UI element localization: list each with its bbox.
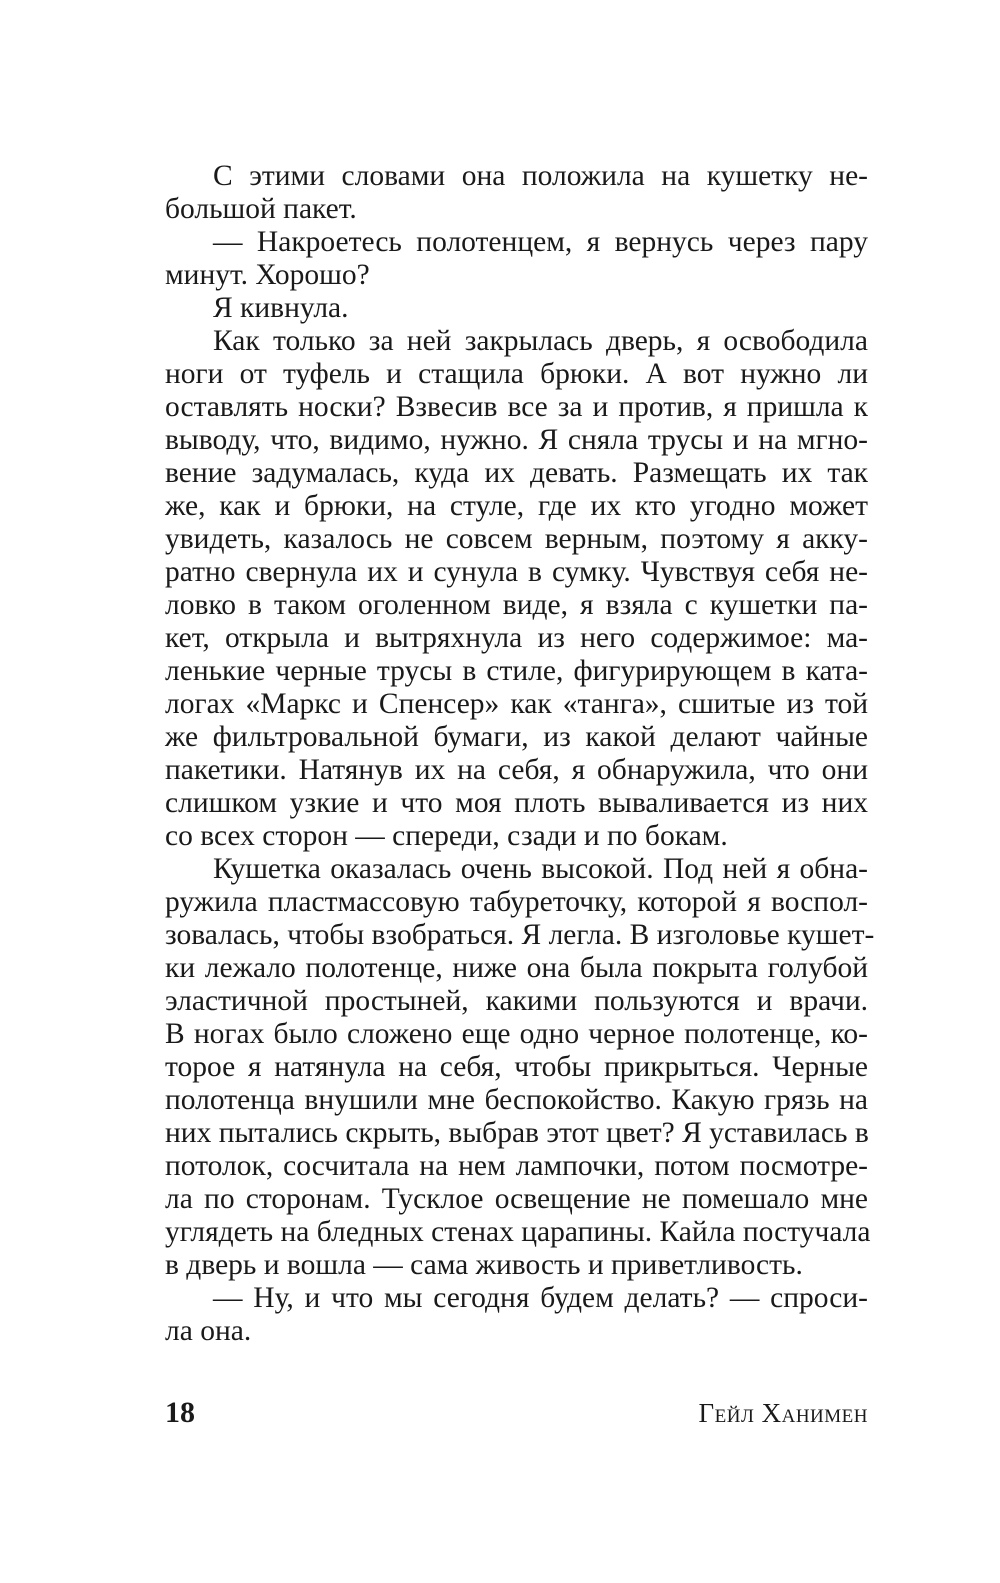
text-line: Кушетка оказалась очень высокой. Под ней я обна- [213, 853, 868, 885]
text-line: выводу, что, видимо, нужно. Я сняла трусы и на мгно- [165, 424, 868, 456]
text-line: В ногах было сложено еще одно черное полотенце, ко- [165, 1018, 868, 1050]
text-line: потолок, сосчитала на нем лампочки, потом посмотре- [165, 1150, 868, 1182]
page-footer [165, 1395, 868, 1431]
text-line: полотенца внушили мне беспокойство. Какую грязь на [165, 1084, 868, 1116]
page-number: 18 [165, 1396, 195, 1429]
text-line: ловко в таком оголенном виде, я взяла с кушетки па- [165, 589, 868, 621]
text-line: ки лежало полотенце, ниже она была покрыта голубой [165, 952, 868, 984]
text-line: минут. Хорошо? [165, 259, 370, 291]
text-line: же фильтровальной бумаги, из какой делают чайные [165, 721, 868, 753]
text-line: вение задумалась, куда их девать. Размещать их так [165, 457, 868, 489]
text-line: ружила пластмассовую табуреточку, которой я воспол- [165, 886, 868, 918]
running-header-author: Гейл Ханимен [698, 1398, 868, 1428]
text-line: большой пакет. [165, 193, 357, 225]
text-line: ла она. [165, 1315, 252, 1347]
text-line: пакетики. Натянув их на себя, я обнаружила, что они [165, 754, 868, 786]
text-line: эластичной простыней, какими пользуются и врачи. [165, 985, 868, 1017]
text-line: оставлять носки? Взвесив все за и против, я пришла к [165, 391, 868, 423]
text-line: в дверь и вошла — сама живость и приветливость. [165, 1249, 803, 1281]
text-line: кет, открыла и вытряхнула из него содержимое: ма- [165, 622, 868, 654]
text-line: — Ну, и что мы сегодня будем делать? — спроси- [213, 1282, 868, 1314]
text-line: Я кивнула. [213, 292, 349, 324]
text-line: же, как и брюки, на стуле, где их кто угодно может [165, 490, 868, 522]
text-line: углядеть на бледных стенах царапины. Кайла постучала [165, 1216, 871, 1248]
text-line: С этими словами она положила на кушетку не- [213, 160, 868, 192]
text-line: торое я натянула на себя, чтобы прикрыться. Черные [165, 1051, 868, 1083]
text-line: ленькие черные трусы в стиле, фигурирующем в ката- [165, 655, 868, 687]
text-line: слишком узкие и что моя плоть вываливается из них [165, 787, 868, 819]
text-line: логах «Маркс и Спенсер» как «танга», сшитые из той [165, 688, 868, 720]
text-line: — Накроетесь полотенцем, я вернусь через пару [213, 226, 868, 258]
text-line: со всех сторон — спереди, сзади и по бокам. [165, 820, 728, 852]
text-line: ла по сторонам. Тусклое освещение не помешало мне [165, 1183, 868, 1215]
text-line: ратно свернула их и сунула в сумку. Чувствуя себя не- [165, 556, 868, 588]
page-body-text [165, 160, 875, 1348]
text-line: Как только за ней закрылась дверь, я освободила [213, 325, 868, 357]
text-line: увидеть, казалось не совсем верным, поэтому я акку- [165, 523, 868, 555]
text-line: ноги от туфель и стащила брюки. А вот нужно ли [165, 358, 868, 390]
text-line: них пытались скрыть, выбрав этот цвет? Я уставилась в [165, 1117, 869, 1149]
text-line: зовалась, чтобы взобраться. Я легла. В изголовье кушет- [165, 919, 875, 951]
